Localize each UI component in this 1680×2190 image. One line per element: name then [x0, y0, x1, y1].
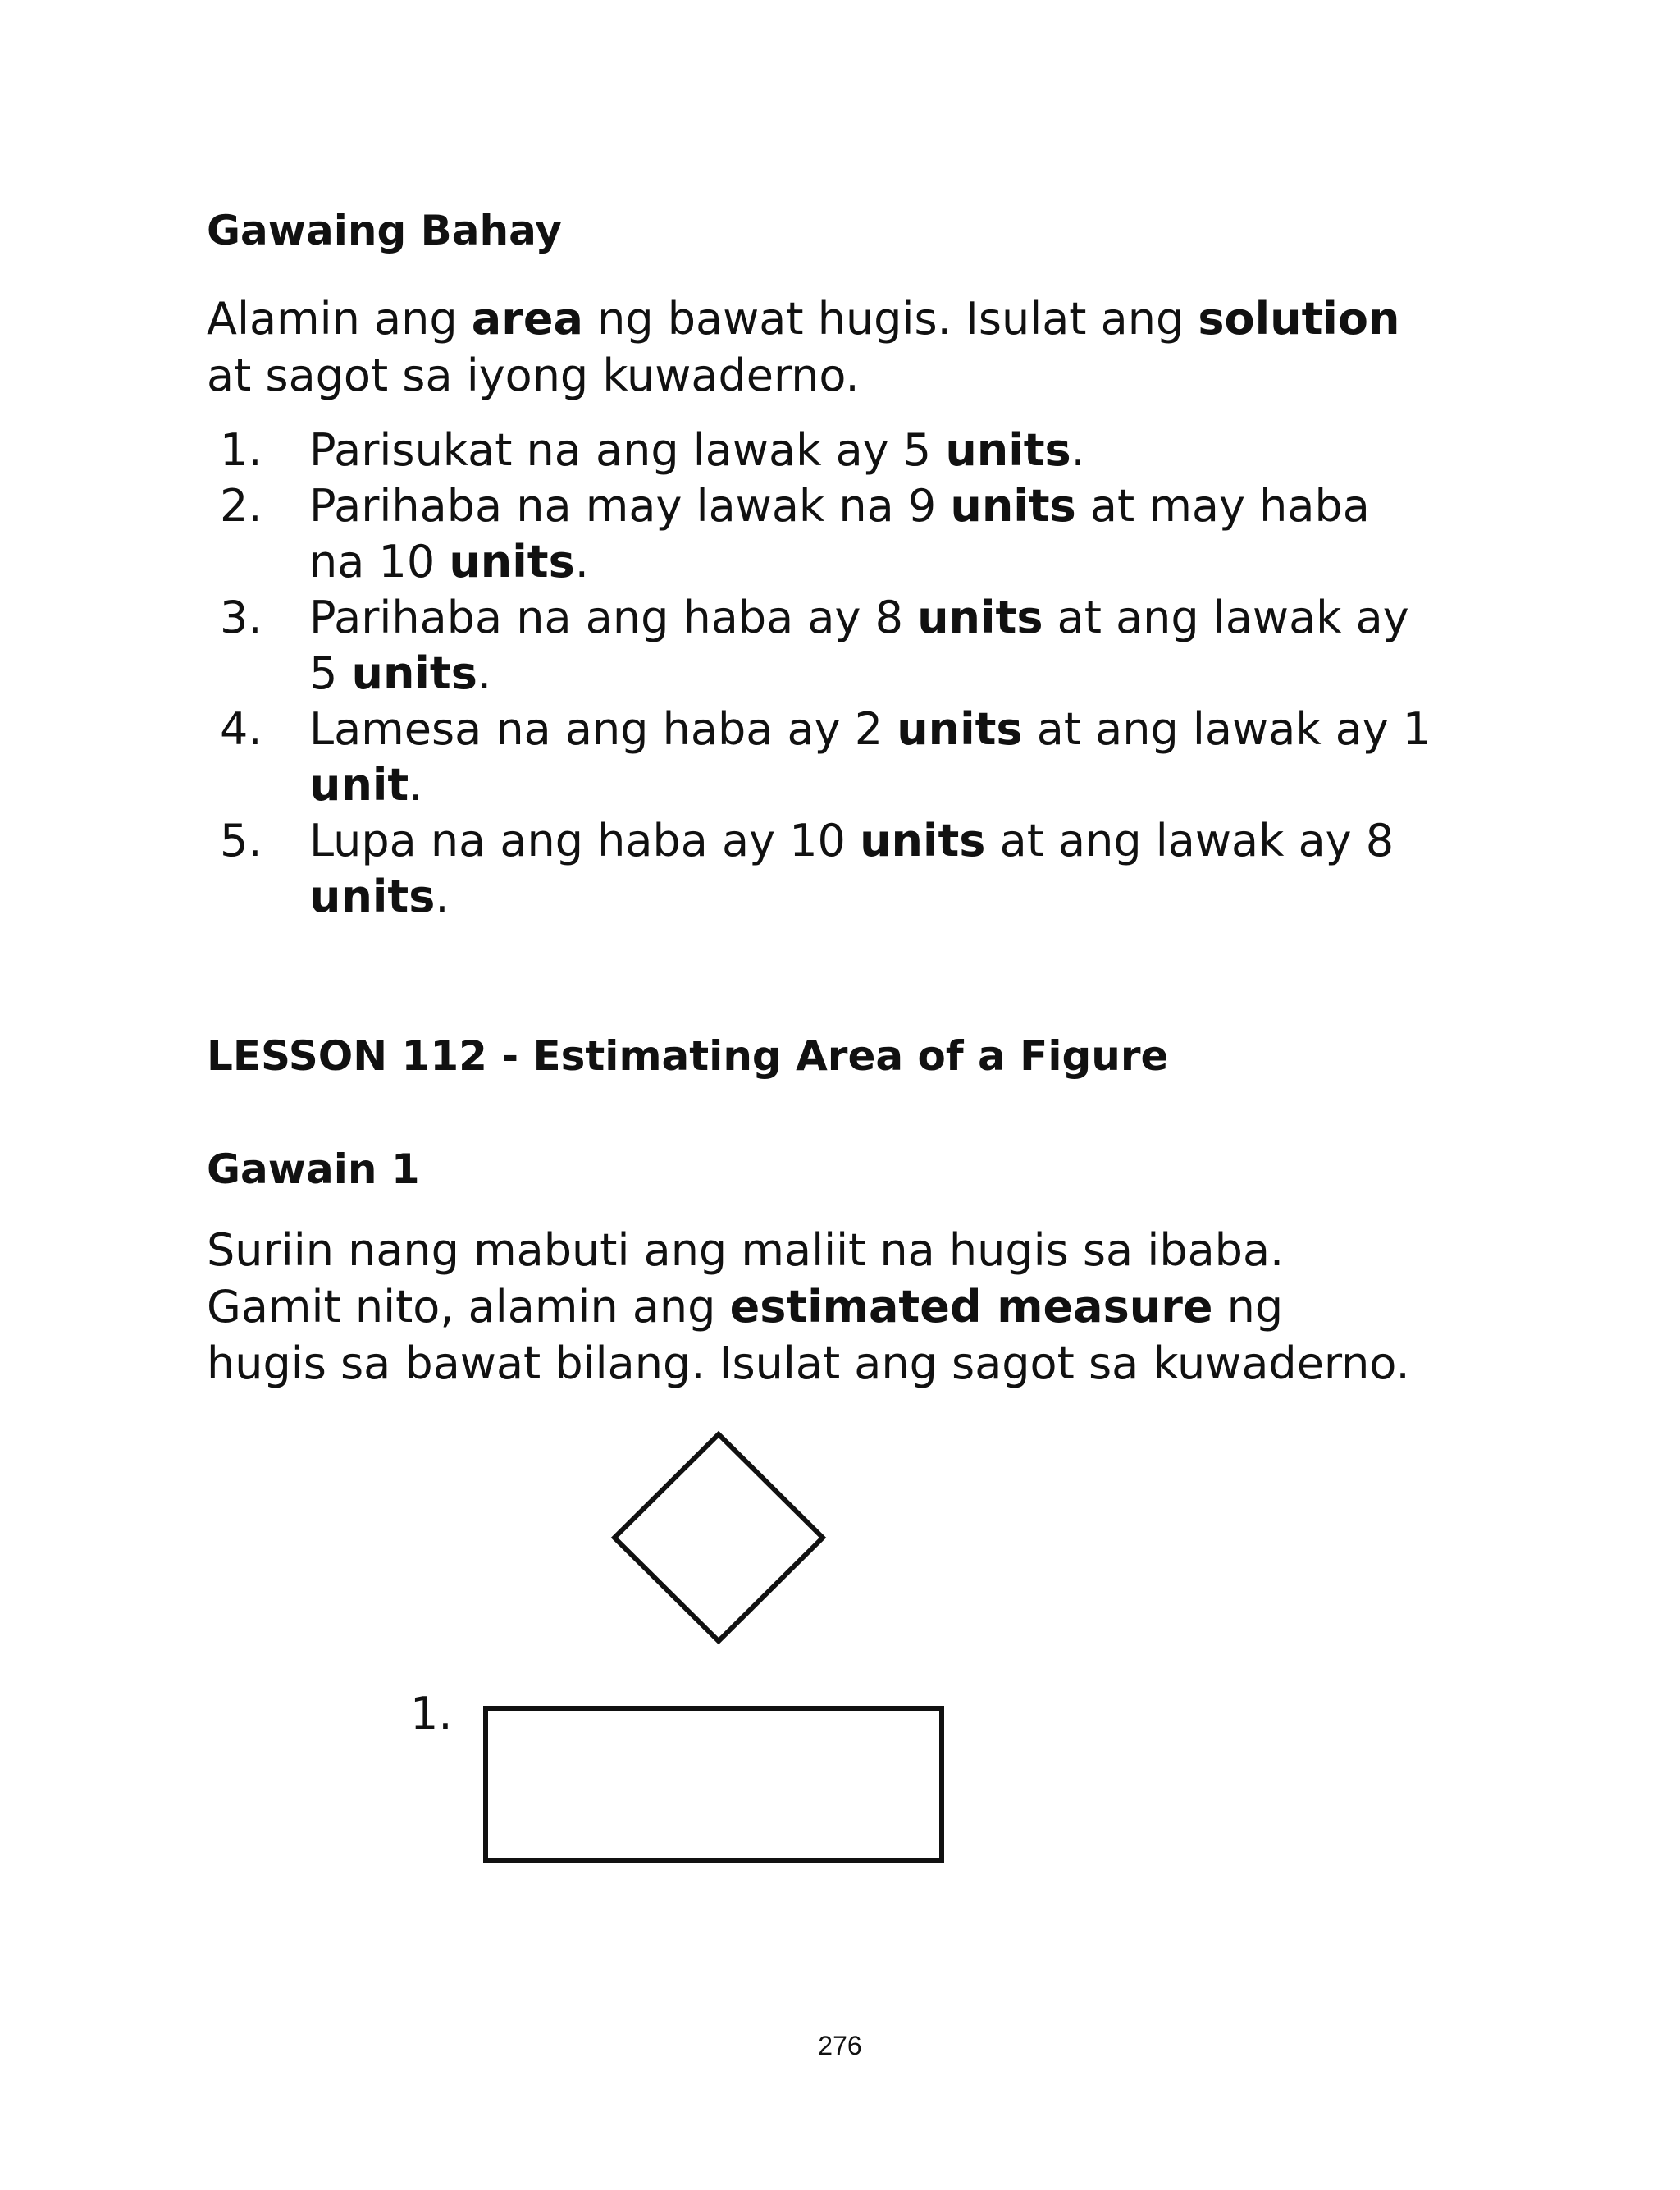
list-item-number: 3.	[220, 592, 262, 643]
activity-instruction: Suriin nang mabuti ang maliit na hugis sa ibaba. Gamit nito, alamin ang estimated measure ng hugis sa bawat bilang. Isulat ang sagot sa kuwaderno.	[207, 1224, 1410, 1389]
list-item-number: 5.	[220, 815, 262, 866]
list-item-number: 1.	[220, 424, 262, 476]
list-item: 4. Lamesa na ang haba ay 2 units at ang lawak ay 1 unit.	[220, 703, 1431, 811]
list-item: 3. Parihaba na ang haba ay 8 units at ang lawak ay 5 units.	[220, 592, 1409, 699]
figure-number: 1.	[410, 1688, 453, 1740]
list-item-number: 4.	[220, 703, 262, 755]
homework-instruction: Alamin ang area ng bawat hugis. Isulat ang solution at sagot sa iyong kuwaderno.	[207, 293, 1400, 401]
lesson-title: LESSON 112 - Estimating Area of a Figure	[207, 1032, 1169, 1080]
homework-heading: Gawaing Bahay	[207, 207, 562, 254]
page-number: 276	[818, 2031, 862, 2060]
list-item: 2. Parihaba na may lawak na 9 units at may haba na 10 units.	[220, 480, 1370, 588]
list-item: 1. Parisukat na ang lawak ay 5 units.	[207, 423, 1437, 478]
activity-heading: Gawain 1	[207, 1145, 420, 1193]
unit-square-shape	[614, 1434, 823, 1641]
rectangle-shape	[486, 1708, 942, 1860]
list-item: 5. Lupa na ang haba ay 10 units at ang lawak ay 8 units.	[220, 815, 1395, 922]
list-item-number: 2.	[220, 480, 262, 532]
